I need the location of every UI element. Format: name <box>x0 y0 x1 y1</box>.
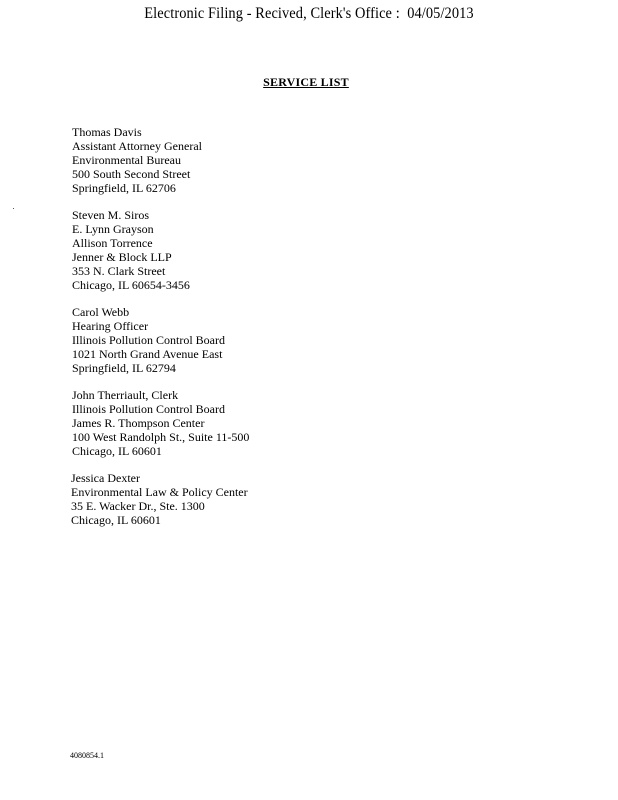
scan-speck <box>13 208 14 209</box>
document-title: SERVICE LIST <box>263 75 349 89</box>
entry-line: 500 South Second Street <box>72 167 191 181</box>
entry-line: Steven M. Siros <box>72 208 150 222</box>
entry-line: Illinois Pollution Control Board <box>72 333 226 347</box>
entry-line: Thomas Davis <box>72 125 142 139</box>
entry-line: John Therriault, Clerk <box>72 388 179 402</box>
entry-line: Springfield, IL 62794 <box>72 361 176 375</box>
service-list <box>72 125 249 540</box>
service-entry-davis <box>72 125 249 195</box>
entry-line: Illinois Pollution Control Board <box>72 402 226 416</box>
entry-line: 1021 North Grand Avenue East <box>72 347 223 361</box>
service-entry-dexter <box>71 471 249 527</box>
entry-line: Chicago, IL 60601 <box>72 444 162 458</box>
entry-line: Carol Webb <box>72 305 130 319</box>
entry-line: Chicago, IL 60601 <box>71 513 161 527</box>
entry-line: 100 West Randolph St., Suite 11-500 <box>72 430 250 444</box>
entry-line: 35 E. Wacker Dr., Ste. 1300 <box>71 499 205 513</box>
entry-line: James R. Thompson Center <box>72 416 205 430</box>
entry-line: Environmental Bureau <box>72 153 181 167</box>
entry-line: Chicago, IL 60654-3456 <box>72 278 190 292</box>
entry-line: Hearing Officer <box>72 319 149 333</box>
entry-line: Environmental Law & Policy Center <box>71 485 248 499</box>
entry-line: Assistant Attorney General <box>72 139 202 153</box>
service-entry-therriault <box>72 388 249 458</box>
entry-line: Allison Torrence <box>72 236 153 250</box>
document-code: 4080854.1 <box>70 751 104 760</box>
entry-line: Jenner & Block LLP <box>72 250 172 264</box>
entry-line: Springfield, IL 62706 <box>72 181 176 195</box>
entry-line: Jessica Dexter <box>71 471 140 485</box>
service-entry-siros <box>72 208 249 292</box>
entry-line: E. Lynn Grayson <box>72 222 154 236</box>
filing-stamp: Electronic Filing - Recived, Clerk's Office : 04/05/2013 <box>144 5 474 22</box>
service-entry-webb <box>72 305 249 375</box>
entry-line: 353 N. Clark Street <box>72 264 166 278</box>
